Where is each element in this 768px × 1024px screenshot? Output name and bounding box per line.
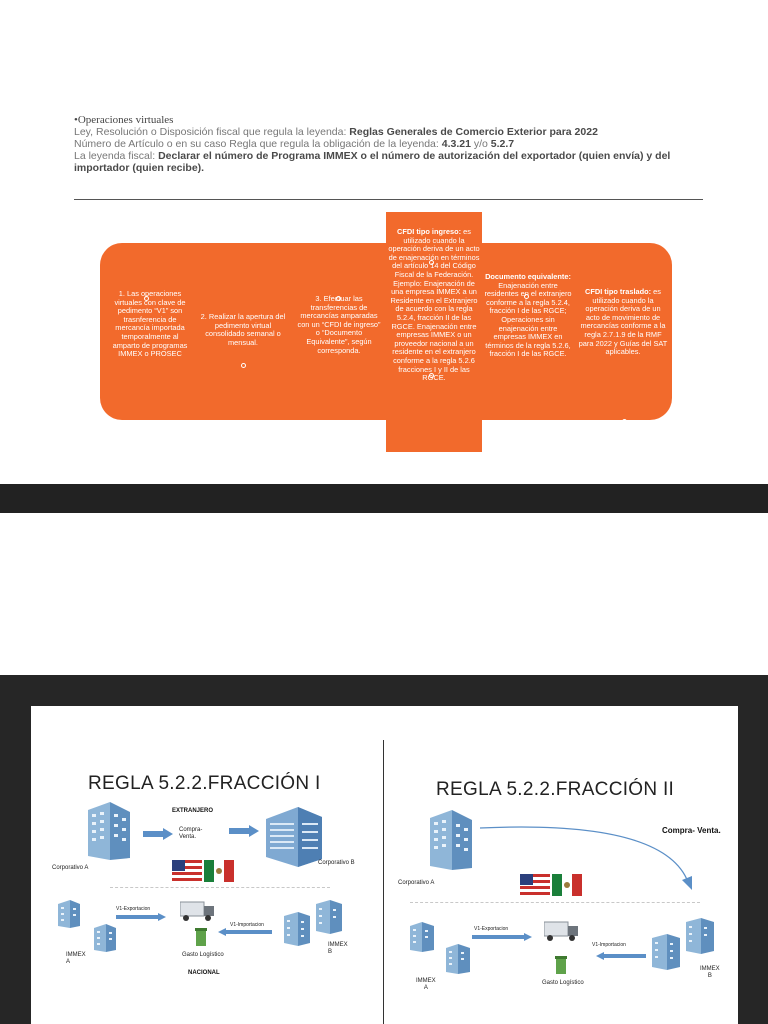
- bullet-dot: [144, 296, 149, 301]
- v1-exportacion-label: V1-Exportacion: [474, 926, 509, 932]
- dashed-border-line: [110, 887, 330, 888]
- blank-area: [0, 513, 768, 675]
- cfdi-traslado-box: CFDI tipo traslado: es utilizado cuando la operación deriva de un acto de movimiento de mercancías conforme a la regla 2.7.1.9 de la RMF para 2022 y Guías del SAT aplicables.: [578, 287, 668, 357]
- extranjero-label: EXTRANJERO: [172, 808, 214, 814]
- bullet-title: •Operaciones virtuales: [74, 114, 174, 126]
- arrow-right-icon: [472, 933, 532, 941]
- building-icon: [314, 900, 344, 934]
- v1-importacion-label: V1-Importacion: [592, 942, 626, 948]
- building-icon: [56, 900, 82, 928]
- intro-text: [74, 114, 714, 174]
- bullet-dot: [429, 373, 434, 378]
- green-bin-icon: [555, 954, 567, 976]
- building-icon: [650, 934, 682, 970]
- v1-exportacion-label: V1-Exportacion: [116, 906, 151, 912]
- green-bin-icon: [195, 926, 207, 948]
- immex-b-label: IMMEX B: [700, 966, 720, 979]
- process-step-2: 2. Realizar la apertura del pedimento virtual consolidado semanal o mensual.: [200, 312, 286, 347]
- corporate-building-b-icon: [262, 805, 324, 869]
- immex-b-label: IMMEX B: [328, 942, 348, 955]
- building-icon: [684, 918, 716, 954]
- documento-equivalente-box: Documento equivalente: Enajenación entre residentes en el extranjero conforme a la regla 5.2.4, fracción I de las RGCE; Operaciones sin enajenación entre empresas IMMEX en términos de la regla 5.2.6, fracción I de las RGCE.: [484, 272, 572, 359]
- bullet-dot: [241, 363, 246, 368]
- arrow-right-icon: [143, 828, 173, 840]
- regla-fraccion-i-title: REGLA 5.2.2.FRACCIÓN I: [88, 773, 321, 794]
- arrow-right-icon: [116, 913, 166, 921]
- page-separator-bar: [0, 484, 768, 513]
- flags-usa-mexico-icon: [172, 856, 234, 886]
- building-icon: [282, 912, 312, 946]
- corporativo-a-label: Corporativo A: [398, 880, 435, 886]
- building-icon: [444, 944, 472, 974]
- arrow-right-icon: [229, 825, 259, 837]
- intro-line-3: La leyenda fiscal: Declarar el número de Programa IMMEX o el número de autorización del exportador (quien envía) y del importador (quien recibe).: [74, 150, 671, 174]
- cfdi-ingreso-box: CFDI tipo ingreso: es utilizado cuando la operación deriva de un acto de enajenación en términos del artículo 14 del Código Fiscal de la Federación. Ejemplo: Enajenación de una empresa IMMEX a un Residente en el Extranjero de acuerdo con la regla 5.2.4, fracción II de las RGCE. Enajenación entre empresas IMMEX o un proveedor nacional a un residente en el extranjero conforme a la regla 5.2.6 fracciones I y II de las RGCE.: [388, 227, 480, 383]
- corporate-building-icon: [80, 800, 136, 862]
- bullet-dot: [336, 296, 341, 301]
- bullet-dot: [429, 260, 434, 265]
- truck-icon: [180, 900, 216, 922]
- process-step-3: 3. Efectuar las transferencias de mercancías amparadas con un “CFDI de ingreso” o “Documento Equivalente”, según corresponda.: [297, 294, 381, 355]
- process-step-1: 1. Las operaciones virtuales con clave de pedimento “V1” son trasnferencia de mercancía importada temporalmente al amparto de programas IMMEX o PROSEC: [112, 289, 188, 359]
- intro-line-2: Número de Artículo o en su caso Regla que regula la obligación de la leyenda: 4.3.21 y/o 5.2.7: [74, 138, 515, 150]
- regla-fraccion-ii-title: REGLA 5.2.2.FRACCIÓN II: [436, 779, 675, 800]
- flags-usa-mexico-icon: [520, 870, 582, 900]
- arrow-left-icon: [218, 928, 272, 936]
- truck-icon: [544, 920, 580, 942]
- immex-a-label: IMMEX A: [416, 978, 436, 991]
- gasto-logistico-label: Gasto Logístico: [182, 952, 224, 958]
- building-icon: [92, 924, 118, 952]
- gasto-logistico-label: Gasto Logístico: [542, 980, 584, 986]
- building-icon: [408, 922, 436, 952]
- corporativo-b-label: Corporativo B: [318, 860, 355, 866]
- divider-line: [74, 199, 703, 200]
- arrow-left-icon: [596, 952, 646, 960]
- slide-operaciones-virtuales: [0, 0, 768, 484]
- dashed-border-line: [410, 902, 700, 903]
- v1-importacion-label: V1-Importacion: [230, 922, 264, 928]
- intro-line-1: Ley, Resolución o Disposición fiscal que regula la leyenda: Reglas Generales de Comercio Exterior para 2022: [74, 126, 598, 138]
- bullet-dot: [622, 419, 627, 424]
- compra-venta-label: Compra- Venta.: [662, 826, 721, 835]
- nacional-label: NACIONAL: [188, 970, 220, 976]
- immex-a-label: IMMEX A: [66, 952, 86, 965]
- slide-divider: [383, 740, 384, 1024]
- corporativo-a-label: Corporativo A: [52, 865, 89, 871]
- bullet-dot: [524, 294, 529, 299]
- corporate-building-icon: [426, 808, 476, 872]
- compra-venta-label: Compra- Venta.: [179, 827, 203, 840]
